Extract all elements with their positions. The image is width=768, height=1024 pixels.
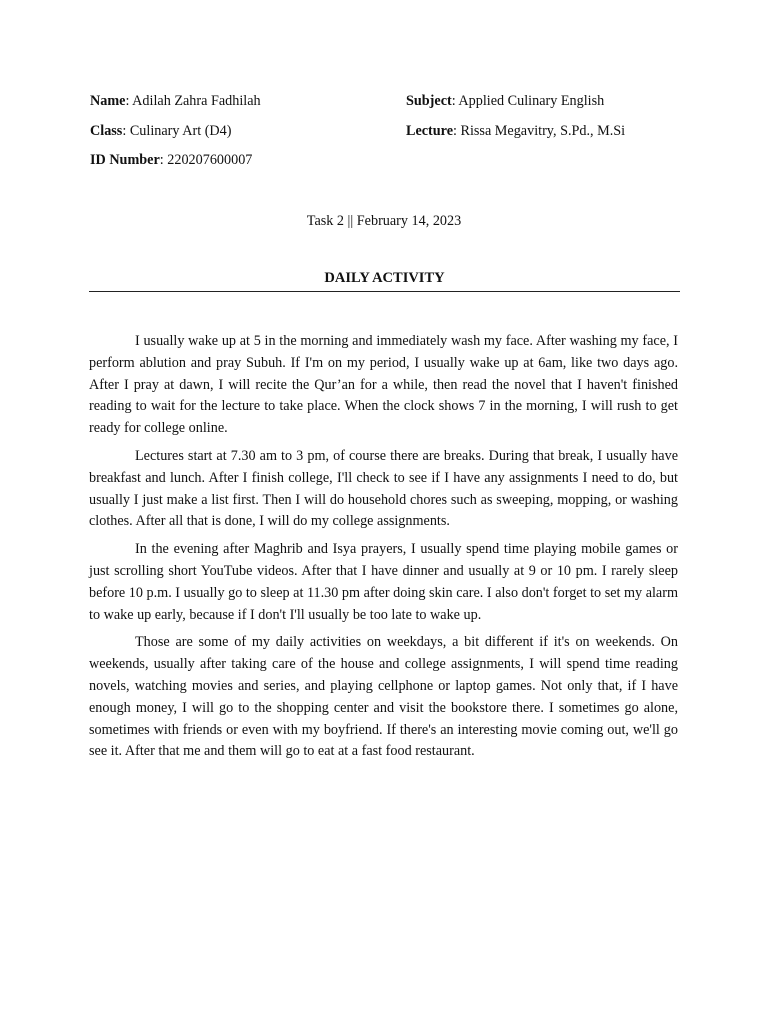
- lecture-value: : Rissa Megavitry, S.Pd., M.Si: [453, 123, 626, 139]
- title-divider: [89, 291, 680, 292]
- name-field: [90, 94, 261, 108]
- class-field: [90, 124, 231, 138]
- id-number-field: [90, 153, 252, 167]
- class-label: Class: [90, 123, 123, 139]
- paragraph-3: In the evening after Maghrib and Isya prayers, I usually spend time playing mobile games or just scrolling short YouTube videos. After that I have dinner and usually at 9 or 10 pm. I rarely sleep before 10 p.m. I usually go to sleep at 11.30 pm after doing skin care. I also don't forget to set my alarm to wake up early, because if I don't I'll usually be too late to wake up.: [89, 541, 678, 623]
- body-text: [89, 331, 678, 769]
- subject-value: : Applied Culinary English: [451, 93, 605, 109]
- paragraph-4: Those are some of my daily activities on weekdays, a bit different if it's on weekends. On weekends, usually after taking care of the house and college assignments, I will spend time reading novels, watching movies and series, and playing cellphone or laptop games. Not only that, if I have enough money, I will go to the shopping center and visit the bookstore there. I sometimes go alone, sometimes with friends or even with my boyfriend. If there's an interesting movie coming out, we'll go see it. After that me and them will go to eat at a fast food restaurant.: [89, 634, 678, 760]
- name-value: : Adilah Zahra Fadhilah: [125, 93, 261, 109]
- id-number-label: ID Number: [90, 152, 160, 168]
- document-title: DAILY ACTIVITY: [324, 270, 445, 286]
- name-label: Name: [90, 93, 126, 109]
- id-number-value: : 220207600007: [159, 152, 253, 168]
- lecture-label: Lecture: [406, 123, 454, 139]
- subject-field: [406, 94, 604, 108]
- paragraph-1: I usually wake up at 5 in the morning and immediately wash my face. After washing my face, I perform ablution and pray Subuh. If I'm on my period, I usually wake up at 6am, like two days ago. After I pray at dawn, I will recite the Qur’an for a while, then read the novel that I haven't finished reading to wait for the lecture to take place. When the clock shows 7 in the morning, I will rush to get ready for college online.: [89, 333, 678, 437]
- lecture-field: [406, 124, 625, 138]
- subject-label: Subject: [406, 93, 452, 109]
- class-value: : Culinary Art (D4): [122, 123, 232, 139]
- paragraph-2: Lectures start at 7.30 am to 3 pm, of course there are breaks. During that break, I usually have breakfast and lunch. After I finish college, I'll check to see if I have any assignments I need to do, but usually I just make a list first. Then I will do household chores such as sweeping, mopping, or washing clothes. After all that is done, I will do my college assignments.: [89, 447, 678, 530]
- task-date-line: Task 2 || February 14, 2023: [306, 213, 462, 229]
